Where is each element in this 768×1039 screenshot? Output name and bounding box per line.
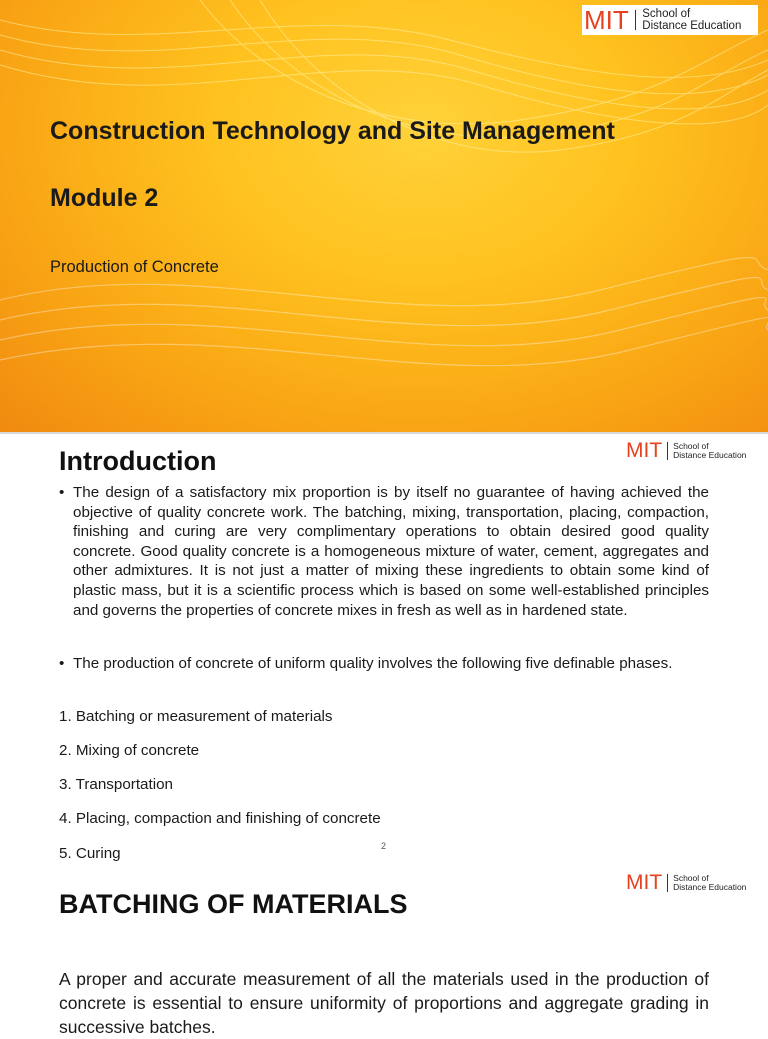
logo-mark: MIT bbox=[626, 439, 663, 462]
logo-line1: School of bbox=[673, 873, 709, 884]
logo-text bbox=[673, 874, 746, 892]
page-number: 2 bbox=[381, 841, 387, 851]
phase-item: 1. Batching or measurement of materials bbox=[59, 708, 333, 725]
logo-mark: MIT bbox=[626, 871, 663, 894]
mit-logo bbox=[626, 871, 746, 895]
slide-body-text: A proper and accurate measurement of all the materials used in the production of concrete is essential to ensure uniformity of proportions and aggregate grading in successive batches. bbox=[59, 969, 709, 1037]
phase-item: 5. Curing bbox=[59, 845, 121, 862]
slide-heading: BATCHING OF MATERIALS bbox=[59, 889, 408, 919]
logo-line2: Distance Education bbox=[642, 20, 742, 32]
logo-mark: MIT bbox=[584, 4, 629, 35]
bullet-dot: • bbox=[59, 655, 65, 672]
bullet-text: The production of concrete of uniform quality involves the following five definable phases. bbox=[73, 655, 673, 672]
slide-divider bbox=[0, 432, 768, 434]
module-subtitle: Production of Concrete bbox=[50, 258, 219, 276]
slide-heading: Introduction bbox=[59, 446, 217, 476]
phase-item: 2. Mixing of concrete bbox=[59, 742, 200, 759]
phase-item: 3. Transportation bbox=[59, 776, 173, 793]
mit-logo bbox=[626, 439, 746, 463]
wave-background bbox=[0, 0, 768, 432]
bullet-item bbox=[59, 483, 709, 620]
course-title: Construction Technology and Site Management bbox=[50, 117, 615, 145]
bullet-dot: • bbox=[59, 484, 65, 501]
logo-separator bbox=[667, 442, 668, 460]
logo-text bbox=[673, 442, 746, 460]
mit-logo bbox=[582, 5, 758, 35]
module-label: Module 2 bbox=[50, 184, 159, 212]
logo-text bbox=[642, 8, 741, 32]
bullet-item bbox=[59, 654, 709, 674]
bullet-text: The design of a satisfactory mix proportion is by itself no guarantee of having achieved the objective of quality concrete work. The batching, mixing, transportation, placing, compaction, finishing and curing are very complimentary operations to obtain desired good quality concrete. Good quality concrete is a homogeneous mixture of water, cement, aggregates and other admixtures. It is not just a matter of mixing these ingredients to obtain some kind of plastic mass, but it is a scientific process which is based on some well-established principles and governs the properties of concrete mixes in fresh as well as in hardened state. bbox=[73, 484, 709, 619]
logo-line1: School of bbox=[642, 7, 691, 20]
logo-line1: School of bbox=[673, 441, 709, 452]
logo-line2: Distance Education bbox=[673, 450, 747, 460]
phase-item: 4. Placing, compaction and finishing of concrete bbox=[59, 810, 381, 827]
logo-separator bbox=[667, 874, 668, 892]
title-slide bbox=[0, 0, 768, 432]
logo-line2: Distance Education bbox=[673, 882, 747, 892]
logo-separator bbox=[635, 10, 637, 30]
